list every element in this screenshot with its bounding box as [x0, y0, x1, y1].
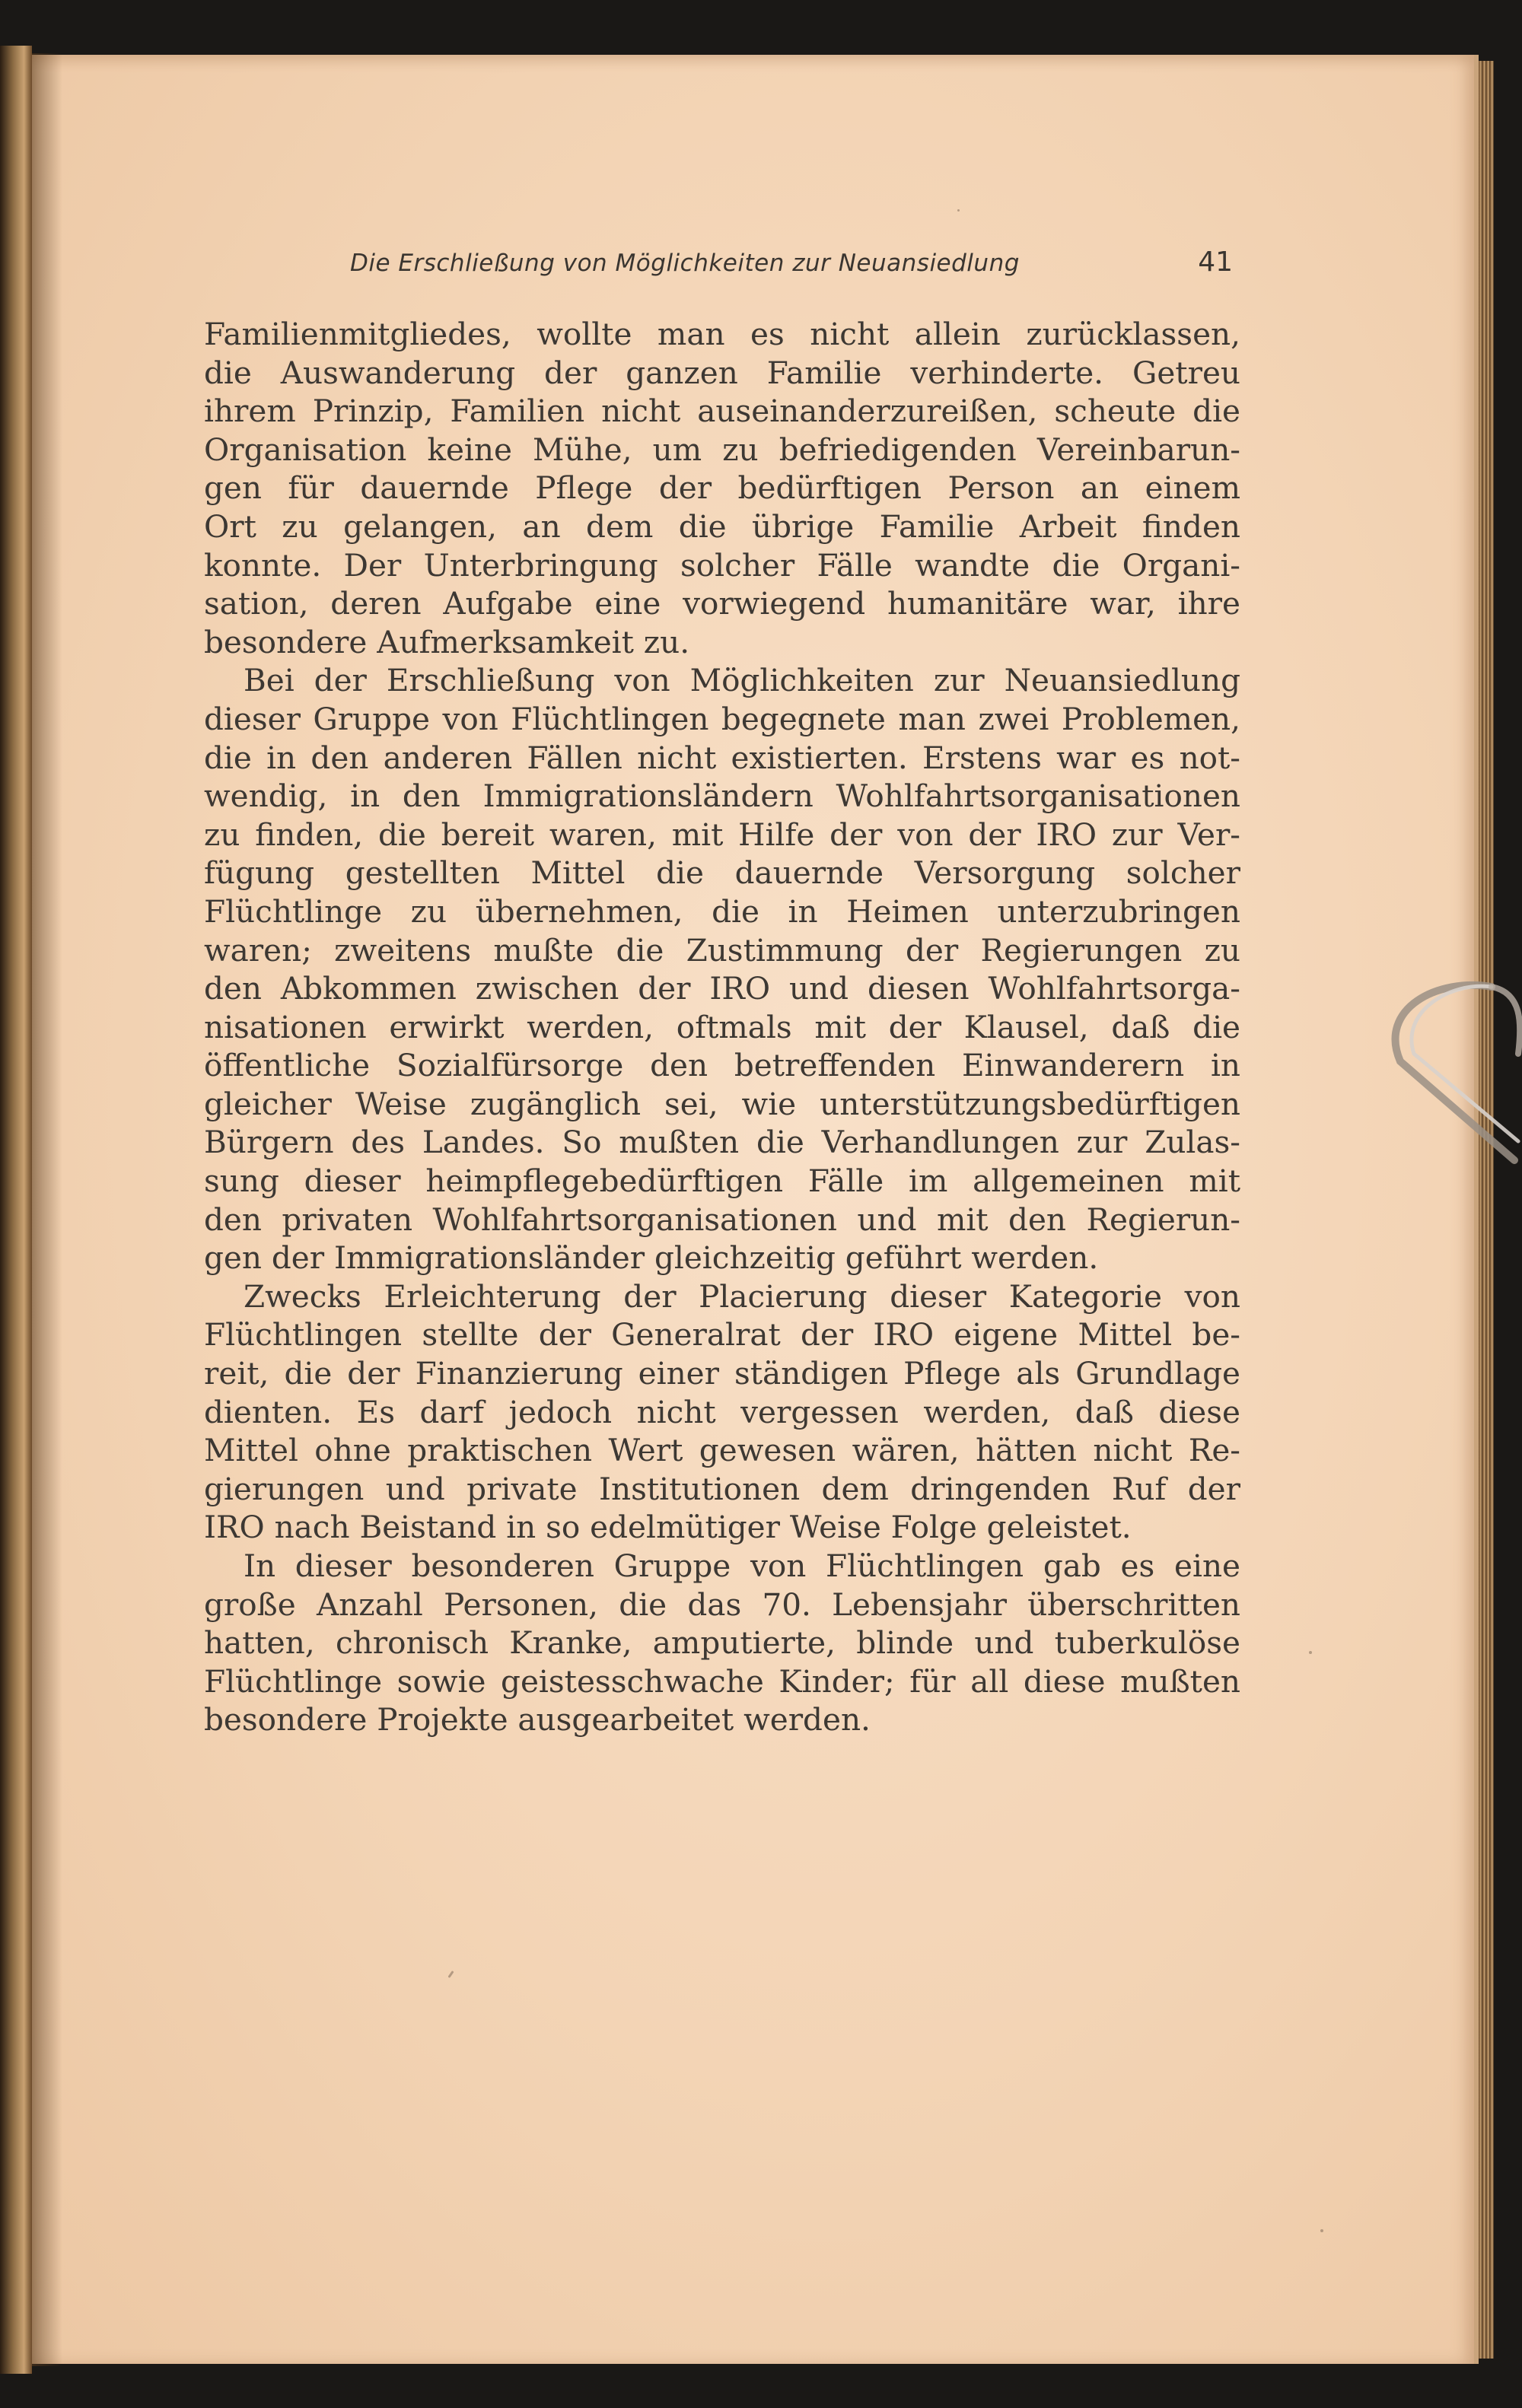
text-line: Flüchtlinge sowie geistesschwache Kinder; für all diese mußten: [204, 1662, 1240, 1700]
text-line: In dieser besonderen Gruppe von Flüchtlingen gab es eine: [244, 1548, 1240, 1584]
paragraph: [204, 315, 1240, 661]
text-line: die in den anderen Fällen nicht existierten. Erstens war es not-: [204, 739, 1240, 776]
text-line: den Abkommen zwischen der IRO und diesen Wohlfahrtsorga-: [204, 970, 1240, 1007]
paragraph: [204, 661, 1240, 1277]
text-line: gen für dauernde Pflege der bedürftigen Person an einem: [204, 469, 1240, 507]
text-line: den privaten Wohlfahrtsorganisationen und mit den Regierun-: [204, 1201, 1240, 1238]
text-line: Zwecks Erleichterung der Placierung dieser Kategorie von: [244, 1277, 1240, 1315]
text-line: Bei der Erschließung von Möglichkeiten zur Neuansiedlung: [244, 662, 1240, 699]
running-head-title: Die Erschließung von Möglichkeiten zur Neuansiedlung: [350, 250, 1020, 277]
text-line: dienten. Es darf jedoch nicht vergessen werden, daß diese: [204, 1393, 1240, 1430]
text-line: öffentliche Sozialfürsorge den betreffenden Einwanderern in: [204, 1047, 1240, 1084]
text-line: besondere Aufmerksamkeit zu.: [204, 623, 690, 660]
paragraph: [204, 1277, 1240, 1547]
text-line: dieser Gruppe von Flüchtlingen begegnete man zwei Problemen,: [204, 700, 1240, 737]
text-line: zu finden, die bereit waren, mit Hilfe der von der IRO zur Ver-: [204, 816, 1240, 853]
text-line: nisationen erwirkt werden, oftmals mit der Klausel, daß die: [204, 1008, 1240, 1045]
left-page-edge: [0, 46, 32, 2374]
paragraph: [204, 1547, 1240, 1739]
text-line: Organisation keine Mühe, um zu befriedigenden Vereinbarun-: [204, 431, 1240, 468]
text-line: Bürgern des Landes. So mußten die Verhandlungen zur Zulas-: [204, 1124, 1240, 1161]
text-line: Flüchtlinge zu übernehmen, die in Heimen unterzubringen: [204, 892, 1240, 930]
paper-speck: [1309, 1651, 1312, 1654]
text-line: gen der Immigrationsländer gleichzeitig geführt werden.: [204, 1239, 1099, 1277]
running-head: [350, 245, 1233, 283]
text-line: fügung gestellten Mittel die dauernde Versorgung solcher: [204, 854, 1240, 892]
text-line: hatten, chronisch Kranke, amputierte, blinde und tuberkulöse: [204, 1624, 1240, 1662]
text-line: gierungen und private Institutionen dem dringenden Ruf der: [204, 1470, 1240, 1507]
text-line: Ort zu gelangen, an dem die übrige Familie Arbeit finden: [204, 507, 1240, 545]
text-line: große Anzahl Personen, die das 70. Lebensjahr überschritten: [204, 1586, 1240, 1623]
text-line: gleicher Weise zugänglich sei, wie unterstützungsbedürftigen: [204, 1085, 1240, 1122]
paper-speck: [1320, 2229, 1323, 2232]
body-text: [204, 315, 1240, 1739]
paper-speck: [957, 209, 960, 212]
text-line: besondere Projekte ausgearbeitet werden.: [204, 1701, 871, 1738]
text-line: waren; zweitens mußte die Zustimmung der Regierungen zu: [204, 931, 1240, 969]
text-line: Mittel ohne praktischen Wert gewesen wären, hätten nicht Re-: [204, 1432, 1240, 1469]
text-line: wendig, in den Immigrationsländern Wohlfahrtsorganisationen: [204, 778, 1240, 815]
text-line: Familienmitgliedes, wollte man es nicht allein zurücklassen,: [204, 316, 1240, 352]
page-number: 41: [1198, 247, 1233, 278]
text-line: sation, deren Aufgabe eine vorwiegend humanitäre war, ihre: [204, 585, 1240, 622]
text-line: reit, die der Finanzierung einer ständigen Pflege als Grundlage: [204, 1355, 1240, 1392]
paper-clip: [1377, 978, 1522, 1168]
page-stack-edge: [1479, 61, 1494, 2359]
text-line: IRO nach Beistand in so edelmütiger Weise Folge geleistet.: [204, 1509, 1132, 1546]
text-line: Flüchtlingen stellte der Generalrat der IRO eigene Mittel be-: [204, 1316, 1240, 1354]
text-line: konnte. Der Unterbringung solcher Fälle wandte die Organi-: [204, 546, 1240, 584]
text-line: die Auswanderung der ganzen Familie verhinderte. Getreu: [204, 354, 1240, 391]
text-line: sung dieser heimpflegebedürftigen Fälle im allgemeinen mit: [204, 1163, 1240, 1200]
binding-shadow: [32, 53, 62, 2366]
text-line: ihrem Prinzip, Familien nicht auseinanderzureißen, scheute die: [204, 393, 1240, 430]
